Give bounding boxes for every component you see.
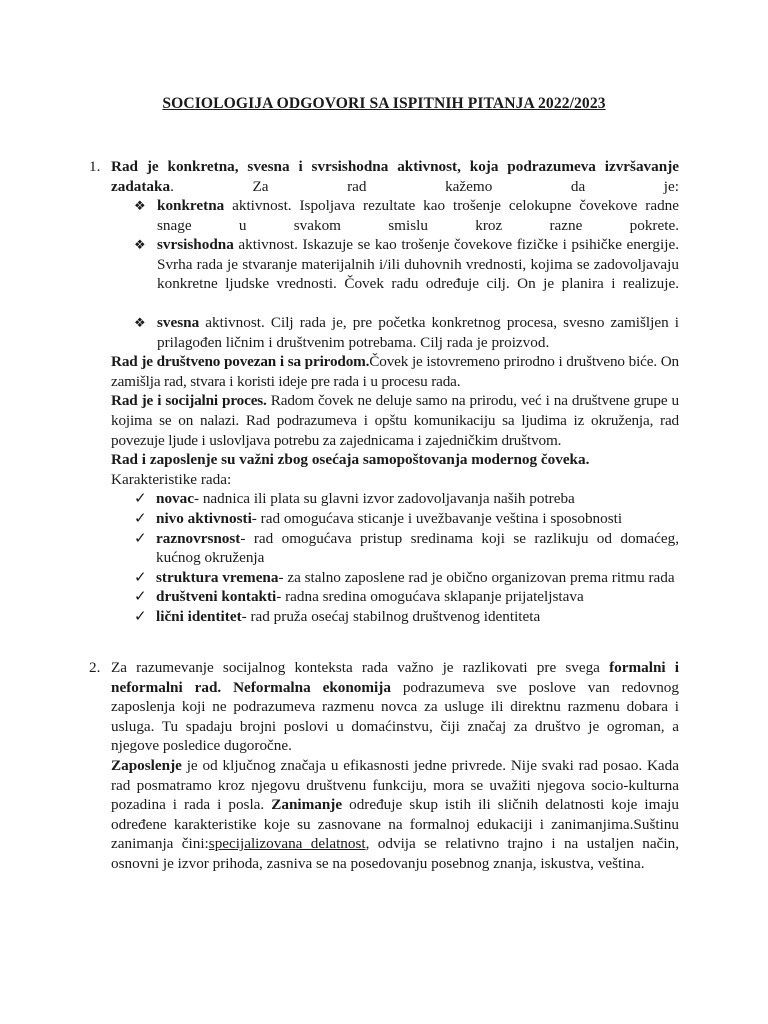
q1-lead [111, 157, 679, 196]
check-item [111, 607, 679, 627]
check-text: - rad pruža osećaj stabilnog društvenog identiteta [241, 607, 541, 625]
paragraph-text: Za razumevanje socijalnog konteksta rada važno je razlikovati pre svega [111, 659, 610, 676]
check-text: - radna sredina omogućava sklapanje prijateljstava [276, 588, 584, 606]
check-item [111, 529, 679, 568]
bullet-item [111, 313, 679, 352]
q1-lead-bold: Rad je konkretna, svesna i svrsishodna aktivnost, koja podrazumeva izvršavanje zadataka [111, 158, 679, 195]
answer-1 [89, 157, 679, 627]
check-text: - rad omogućava pristup sredinama koji se razlikuju od domaćeg, kućnog okruženja [156, 529, 679, 567]
check-mark-icon: ✓ [134, 568, 147, 586]
document-title: SOCIOLOGIJA ODGOVORI SA ISPITNIH PITANJA 2022/2023 [162, 95, 606, 112]
paragraph-bold: Zanimanje [271, 796, 343, 814]
check-mark-icon: ✓ [134, 607, 147, 625]
check-term: nivo aktivnosti [156, 509, 252, 527]
item-number: 2. [89, 659, 101, 676]
paragraph-text: određuje skup istih ili sličnih delatnosti koje imaju određene karakteristike koje su zasnovane na formalnoj edukaciji i zanimanjima.Suštinu zanimanja čini: [111, 796, 679, 853]
check-mark-icon: ✓ [134, 529, 147, 547]
check-text: - za stalno zaposlene rad je obično organizovan prema ritmu rada [278, 568, 675, 586]
q1-paragraph-social [111, 391, 679, 450]
paragraph-text: podrazumeva sve poslove van redovnog zaposlenja koji ne podrazumeva razmenu novca za usluge ili direktnu razmenu dobara i usluga. Tu spadaju brojni poslovi u domaćinstvu, čiji značaj za društvo je ogroman, a njegove posledice dugoročne. [111, 678, 679, 755]
q2-paragraph-informal [111, 658, 679, 756]
item-number: 1. [89, 158, 101, 175]
diamond-bullet-icon: ❖ [134, 315, 146, 330]
check-mark-icon: ✓ [134, 509, 147, 527]
answer-2 [89, 658, 679, 874]
bullet-item [111, 235, 679, 313]
q1-lead-rest: . Za rad kažemo da je: [170, 177, 679, 195]
q1-bullet-list [111, 196, 679, 352]
diamond-bullet-icon: ❖ [134, 198, 146, 213]
bullet-term: svrsishodna [157, 236, 234, 253]
paragraph-bold: Rad i zaposlenje su važni zbog osećaja samopoštovanja modernog čoveka. [111, 451, 590, 469]
check-term: društveni kontakti [156, 588, 277, 606]
bullet-text: aktivnost. Cilj rada je, pre početka konkretnog procesa, svesno zamišljen i prilagođen ličnim i društvenim potrebama. Cilj rada je proizvod. [157, 314, 679, 351]
q1-paragraph-selfrespect [111, 450, 679, 470]
q1-characteristics-label: Karakteristike rada: [111, 470, 232, 488]
q1-check-list [111, 489, 679, 626]
paragraph-bold: Rad je i socijalni proces. [111, 392, 267, 410]
paragraph-bold: formalni i neformalni rad. Neformalna ekonomija [111, 659, 679, 696]
bullet-text: aktivnost. Iskazuje se kao trošenje čovekove fizičke i psihičke energije. Svrha rada je stvaranje materijalnih i/ili duhovnih vrednosti, kojima se zadovoljavaju konkretne ljudske vrednosti. Čovek radu određuje cilj. On je planira i realizuje. [157, 236, 679, 293]
paragraph-text: je od ključnog značaja u efikasnosti jedne privrede. Nije svaki rad posao. Kada rad posmatramo kroz njegovu društvenu funkciju, mora se uvažiti njegova socio-kulturna pozadina i rada i posla. [111, 756, 679, 814]
check-text: - rad omogućava sticanje i uvežbavanje veština i sposobnosti [251, 509, 623, 527]
check-term: raznovrsnost [156, 529, 241, 547]
bullet-term: svesna [157, 314, 200, 331]
bullet-term: konkretna [157, 197, 225, 214]
check-term: novac [156, 490, 194, 508]
paragraph-bold: Zaposlenje [111, 756, 182, 774]
paragraph-text: , odvija se relativno trajno i na ustaljen način, osnovni je izvor prihoda, zasniva se na posedovanju posebnog znanja, iskustva, veština. [111, 835, 679, 872]
check-text: - nadnica ili plata su glavni izvor zadovoljavanja naših potreba [193, 490, 575, 508]
underlined-term: specijalizovana delatnost [208, 835, 366, 853]
check-item [111, 568, 679, 588]
paragraph-text: Radom čovek ne deluje samo na prirodu, već i na društvene grupe u kojima se on nalazi. Rad podrazumeva i opštu komunikaciju sa ljudima iz okruženja, rad povezuje ljude i uslovljava potrebu za zajednicama i zajedničkim društvom. [111, 392, 679, 449]
check-item [111, 489, 679, 509]
bullet-item [111, 196, 679, 235]
check-term: lični identitet [156, 607, 242, 625]
check-term: struktura vremena [156, 568, 279, 586]
bullet-text: aktivnost. Ispoljava rezultate kao trošenje celokupne čovekove radne snage u svakom smislu kroz razne pokrete. [157, 197, 679, 234]
check-item [111, 587, 679, 607]
check-mark-icon: ✓ [134, 588, 147, 606]
check-item [111, 509, 679, 529]
paragraph-text: Čovek je istovremeno prirodno i društveno biće. On zamišlja rad, stvara i koristi ideje pre rada i u procesu rada. [111, 353, 679, 390]
diamond-bullet-icon: ❖ [134, 237, 146, 252]
check-mark-icon: ✓ [134, 490, 147, 508]
paragraph-bold: Rad je društveno povezan i sa prirodom. [111, 353, 370, 371]
q2-paragraph-employment [111, 756, 679, 874]
q1-paragraph-nature [111, 352, 679, 391]
